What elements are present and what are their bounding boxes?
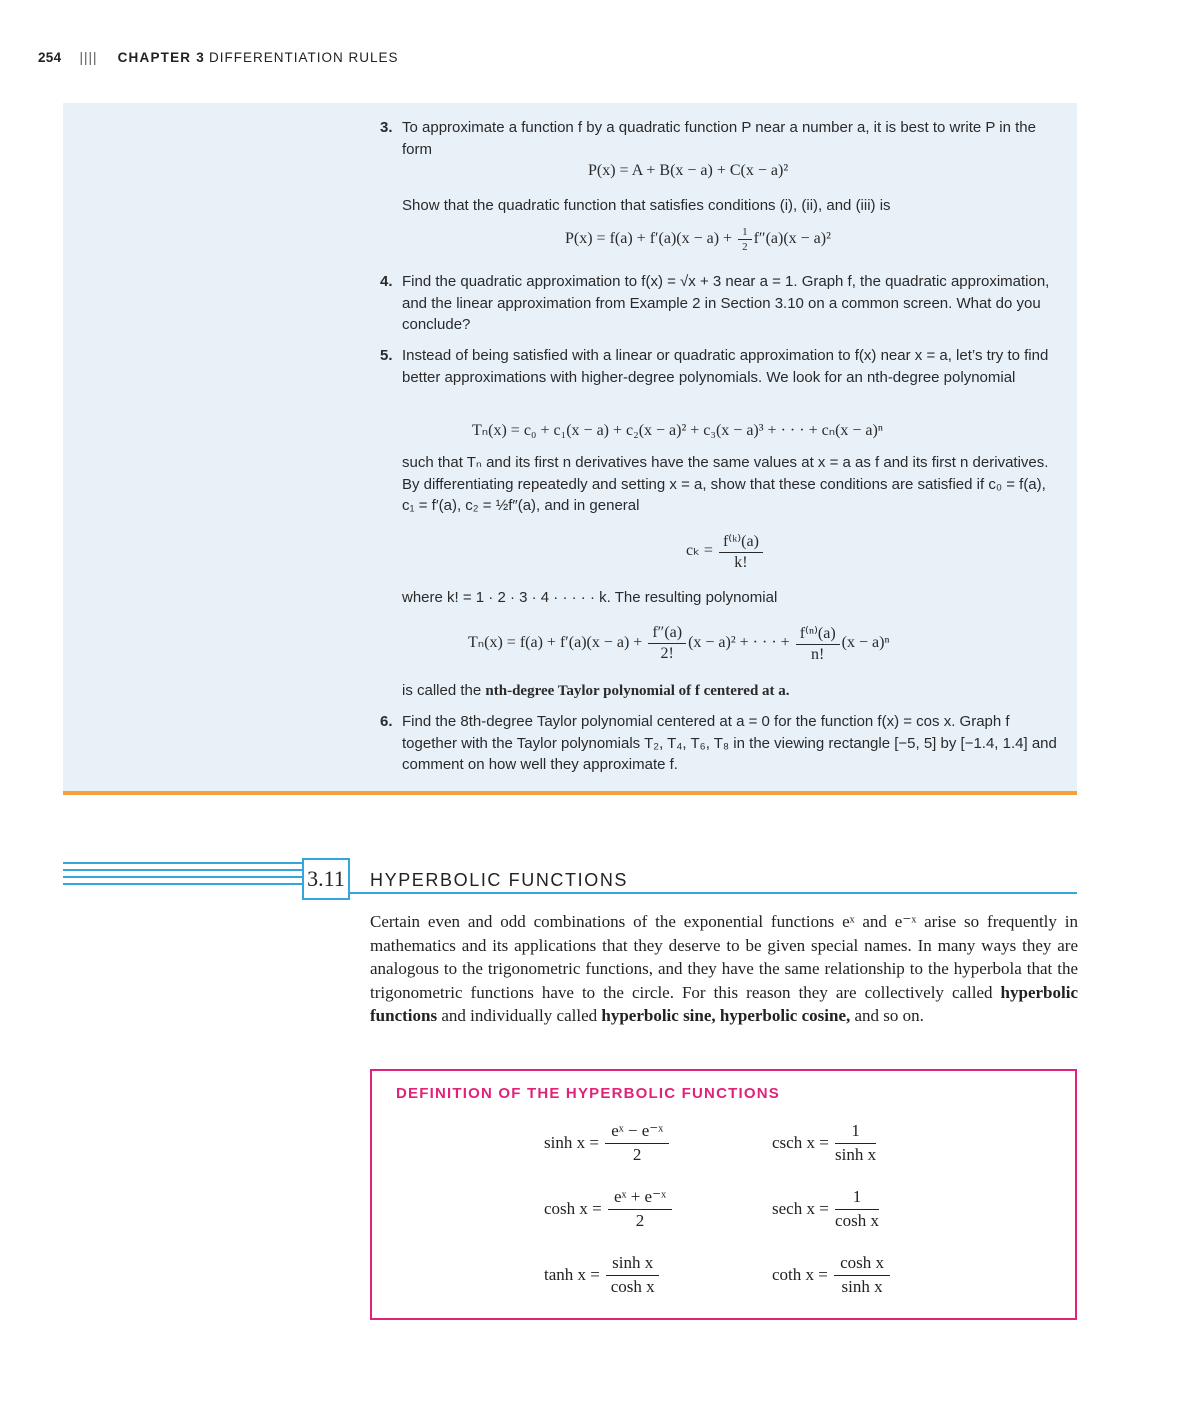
definition-label: sinh x =: [544, 1133, 599, 1152]
taylor-left: Tₙ(x) = f(a) + f′(a)(x − a) +: [468, 634, 647, 652]
fraction-numerator: 1: [835, 1187, 879, 1210]
exercise-5-continued-2: [380, 587, 1060, 609]
section-rule: [350, 892, 1077, 894]
equation-left: P(x) = f(a) + f′(a)(x − a) +: [565, 230, 737, 248]
taylor-right: (x − a)ⁿ: [841, 634, 890, 652]
para-bold-1: hyperbolic functions: [370, 982, 1078, 1025]
exercise-3-equation: P(x) = A + B(x − a) + C(x − a)²: [588, 162, 789, 179]
exercise-text: where k! = 1 · 2 · 3 · 4 · · · · · k. The resulting polynomial: [402, 589, 778, 606]
coth-definition: [772, 1253, 892, 1297]
fraction-denominator: k!: [734, 554, 748, 571]
exercise-3: [380, 117, 1060, 160]
para-bold-2: hyperbolic sine, hyperbolic cosine,: [601, 1006, 851, 1025]
fraction-denominator: sinh x: [841, 1277, 883, 1296]
taylor-mid: (x − a)² + · · · +: [688, 634, 794, 652]
sinh-definition: [544, 1121, 671, 1165]
chapter-title: DIFFERENTIATION RULES: [208, 50, 399, 65]
exercise-text: To approximate a function f by a quadratic function P near a number a, it is best to write P in the form: [402, 119, 1036, 158]
exercise-5-continued: [380, 452, 1060, 517]
definition-label: tanh x =: [544, 1265, 600, 1284]
section-title: HYPERBOLIC FUNCTIONS: [370, 870, 629, 890]
fraction-numerator: f⁽ⁿ⁾(a): [796, 623, 840, 645]
definition-fraction: [608, 1187, 672, 1231]
definition-fraction: [835, 1121, 876, 1165]
fraction-numerator: cosh x: [834, 1253, 890, 1276]
fraction-denominator: cosh x: [835, 1211, 879, 1230]
definition-fraction: [605, 1121, 669, 1165]
orange-divider: [63, 791, 1077, 795]
fraction-numerator: 1: [738, 226, 752, 240]
taylor-fraction-1: [648, 624, 686, 663]
definition-title: DEFINITION OF THE HYPERBOLIC FUNCTIONS: [396, 1085, 780, 1102]
definition-box: [370, 1069, 1077, 1320]
fraction-denominator: n!: [811, 646, 825, 663]
equation-right: f″(a)(x − a)²: [753, 230, 831, 248]
exercise-6: [380, 711, 1060, 776]
exercise-text: such that Tₙ and its first n derivatives have the same values at x = a as f and its first n derivatives. By differentiating repeatedly and setting x = a, show that these conditions are satisfied if c₀ = f(a), c₁ = f′(a), c₂ = ½f″(a), and in general: [402, 454, 1049, 514]
fraction-denominator: sinh x: [835, 1145, 877, 1164]
para-text-3: and so on.: [850, 1006, 924, 1025]
exercise-number: 5.: [380, 347, 393, 364]
fraction-denominator: 2: [635, 1211, 645, 1230]
intro-paragraph: [370, 910, 1078, 1028]
running-header: [38, 50, 398, 65]
fraction-denominator: cosh x: [610, 1277, 655, 1296]
fraction-denominator: 2: [632, 1145, 642, 1164]
definition-fraction: [606, 1253, 659, 1297]
definition-label: sech x =: [772, 1199, 829, 1218]
conclusion-prefix: is called the: [402, 682, 486, 699]
ck-left: cₖ =: [686, 542, 717, 560]
half-fraction: [738, 226, 752, 253]
ck-formula: [686, 531, 765, 572]
exercise-number: 6.: [380, 713, 393, 730]
exercise-3-equation-2: [565, 226, 831, 253]
section-heading-lines: [63, 862, 303, 890]
fraction-denominator: 2: [742, 241, 748, 253]
para-text-2: and individually called: [437, 1006, 602, 1025]
header-bars: ||||: [79, 50, 98, 65]
taylor-polynomial-formula: [468, 623, 890, 664]
exercise-number: 3.: [380, 119, 393, 136]
taylor-polynomial-term: nth-degree Taylor polynomial of f centered at a.: [485, 683, 790, 699]
fraction-numerator: f⁽ᵏ⁾(a): [719, 531, 763, 553]
exercise-5-conclusion: [380, 680, 1060, 703]
fraction-numerator: sinh x: [606, 1253, 659, 1276]
exercise-number: 4.: [380, 273, 393, 290]
definition-fraction: [834, 1253, 890, 1297]
csch-definition: [772, 1121, 878, 1165]
ck-fraction: [719, 531, 763, 572]
exercise-text: Find the quadratic approximation to f(x) = √x + 3 near a = 1. Graph f, the quadratic approximation, and the linear approximation from Example 2 in Section 3.10 on a common screen. What do you conclude?: [402, 273, 1050, 333]
exercise-text: Find the 8th-degree Taylor polynomial centered at a = 0 for the function f(x) = cos x. Graph f together with the Taylor polynomials T₂, T₄, T₆, T₈ in the viewing rectangle [−5, 5] by [−1.4, 1.4] and comment on how well they approximate f.: [402, 713, 1057, 773]
fraction-numerator: f″(a): [648, 624, 686, 644]
section-number: 3.11: [302, 858, 350, 900]
definition-label: cosh x =: [544, 1199, 602, 1218]
cosh-definition: [544, 1187, 674, 1231]
exercise-text: [402, 680, 1060, 703]
exercise-text: Instead of being satisfied with a linear or quadratic approximation to f(x) near x = a, let’s try to find better approximations with higher-degree polynomials. We look for an nth-degree polynomial: [402, 347, 1049, 386]
exercise-3-continued: [380, 195, 1060, 217]
tanh-definition: [544, 1253, 661, 1297]
taylor-series-form: Tₙ(x) = c₀ + c₁(x − a) + c₂(x − a)² + c₃(x − a)³ + · · · + cₙ(x − a)ⁿ: [472, 422, 883, 439]
definition-fraction: [835, 1187, 879, 1231]
definition-label: coth x =: [772, 1265, 828, 1284]
definition-label: csch x =: [772, 1133, 829, 1152]
exercise-text: Show that the quadratic function that satisfies conditions (i), (ii), and (iii) is: [402, 197, 891, 214]
fraction-numerator: 1: [835, 1121, 876, 1144]
taylor-fraction-2: [796, 623, 840, 664]
para-text-1: Certain even and odd combinations of the exponential functions eˣ and e⁻ˣ arise so frequently in mathematics and its applications that they deserve to be given special names. In many ways they are analogous to the trigonometric functions, and they have the same relationship to the hyperbola that the trigonometric functions have to the circle. For this reason they are collectively called: [370, 912, 1078, 1002]
sech-definition: [772, 1187, 881, 1231]
chapter-label: CHAPTER 3: [117, 50, 205, 65]
exercise-4: [380, 271, 1060, 336]
exercise-5: [380, 345, 1060, 388]
page-number: 254: [38, 50, 62, 65]
fraction-numerator: eˣ − e⁻ˣ: [605, 1121, 669, 1144]
fraction-denominator: 2!: [660, 645, 674, 662]
fraction-numerator: eˣ + e⁻ˣ: [608, 1187, 672, 1210]
